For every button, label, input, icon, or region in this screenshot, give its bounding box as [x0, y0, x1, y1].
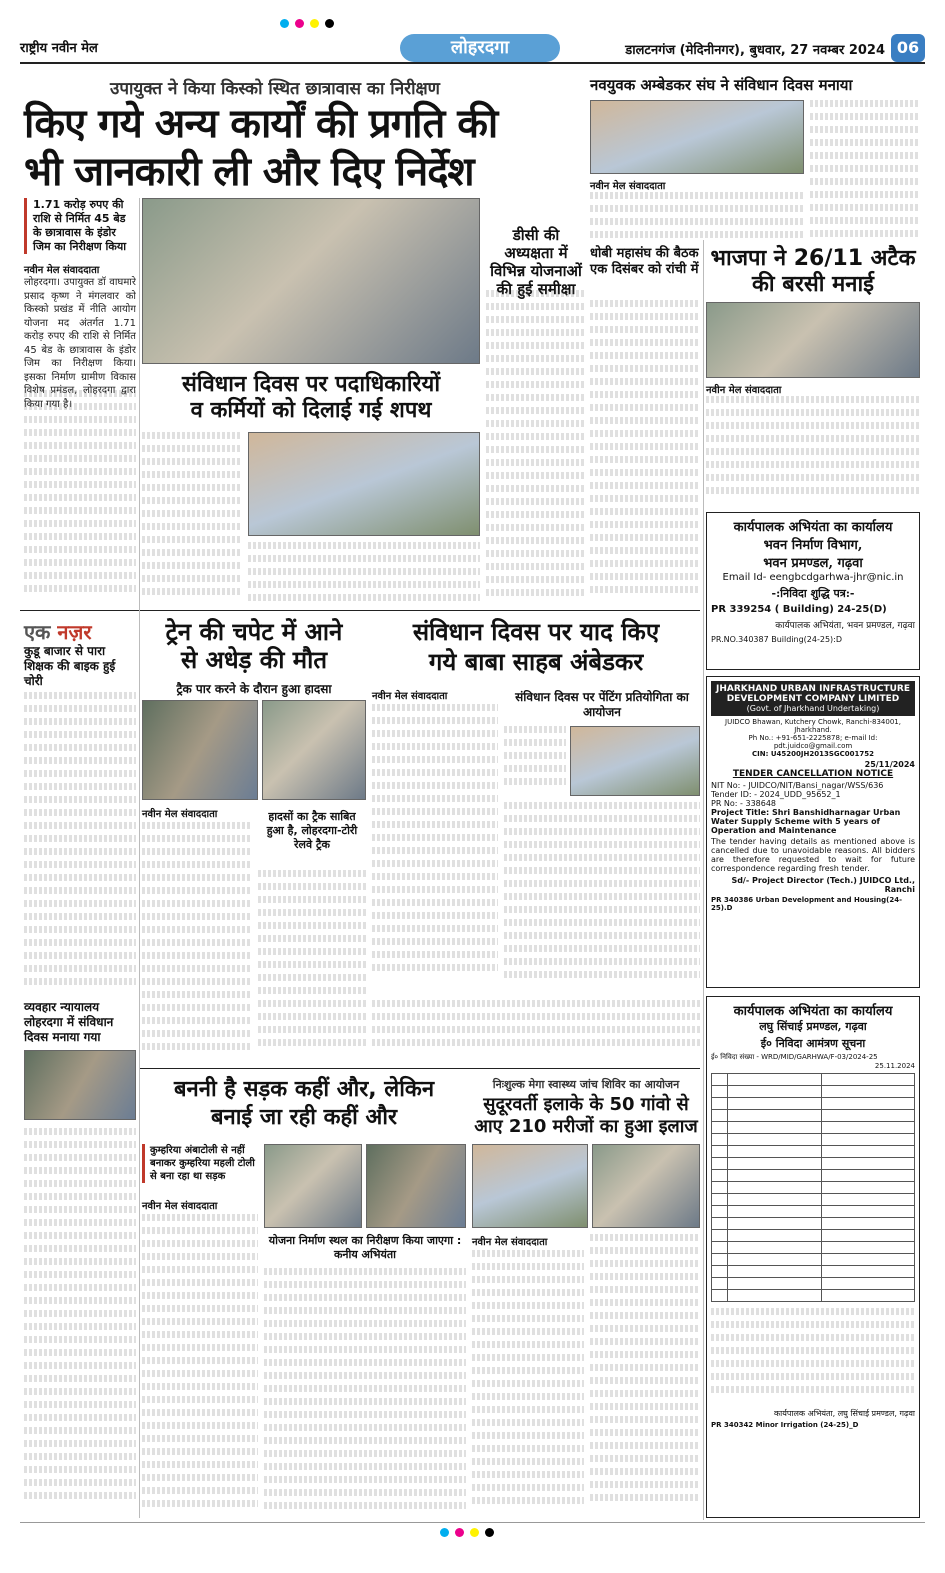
- shapath-body-2: [248, 542, 480, 606]
- dhobi-headline: धोबी महासंघ की बैठक एक दिसंबर को रांची में: [590, 246, 699, 277]
- juidco-contact: Ph No.: +91-651-2225878; e-mail Id: pdt.juidco@gmail.com: [748, 734, 878, 750]
- ad-bhawan-signature: कार्यपालक अभियंता, भवन प्रमण्डल, गढ़वा: [775, 621, 915, 631]
- mi-notice: ई० निविदा आमंत्रण सूचना: [760, 1037, 866, 1050]
- babasaheb-body-2: [372, 1000, 700, 1062]
- lead-body-continued: [24, 390, 136, 600]
- juidco-signature: Sd/- Project Director (Tech.) JUIDCO Ltd., Ranchi: [731, 876, 915, 894]
- lead-headline-1: किए गये अन्य कार्यों की प्रगति की: [24, 101, 498, 147]
- mi-date: 25.11.2024: [874, 1062, 915, 1070]
- painting-photo: [570, 726, 700, 796]
- ad-bhawan-title-3: भवन प्रमण्डल, गढ़वा: [763, 556, 863, 571]
- ad-bhawan-nirman: [706, 512, 920, 670]
- juidco-tender-id: Tender ID: - 2024_UDD_95652_1: [711, 790, 841, 799]
- section-divider: [20, 610, 700, 611]
- ambedkar-sangh-body: [590, 192, 804, 240]
- column-rule-1: [139, 198, 140, 1518]
- juidco-pr-no: PR No: - 338648: [711, 799, 777, 808]
- bjp-headline-2: की बरसी मनाई: [752, 272, 874, 297]
- road-headline-1: बननी है सड़क कहीं और, लेकिन: [173, 1077, 435, 1102]
- ek-nazar-item2-body: [24, 1128, 136, 1518]
- masthead: [20, 34, 925, 64]
- bjp-photo: [706, 302, 920, 378]
- section-tab: लोहरदगा: [400, 34, 560, 62]
- ad-bhawan-email: Email Id- eengbcdgarhwa-jhr@nic.in: [722, 572, 904, 583]
- mi-ref: ई० निविदा संख्या - WRD/MID/GARHWA/F-03/2024-25: [711, 1053, 878, 1061]
- ad-bhawan-title-2: भवन निर्माण विभाग,: [763, 538, 863, 553]
- ad-juidco: [706, 676, 920, 988]
- train-headline-2: से अधेड़ की मौत: [180, 646, 328, 674]
- nazar-label: नज़र: [57, 620, 92, 644]
- paper-name: राष्ट्रीय नवीन मेल: [20, 41, 98, 56]
- babasaheb-headline-2: गये बाबा साहब अंबेडकर: [428, 648, 644, 676]
- painting-body: [504, 802, 700, 994]
- health-body-1: [472, 1250, 584, 1518]
- shapath-headline-2: व कर्मियों को दिलाई गई शपथ: [190, 398, 432, 423]
- juidco-address: JUIDCO Bhawan, Kutchery Chowk, Ranchi-834001, Jharkhand.: [725, 718, 901, 734]
- ek-nazar-item1-body: [24, 692, 136, 992]
- mi-footer: PR 340342 Minor Irrigation (24-25)_D: [711, 1421, 859, 1429]
- lead-headline-2: भी जानकारी ली और दिए निर्देश: [24, 149, 474, 195]
- painting-inset-headline: संविधान दिवस पर पेंटिंग प्रतियोगिता का आयोजन: [515, 690, 689, 719]
- section-divider-2: [140, 1068, 700, 1069]
- shapath-headline-1: संविधान दिवस पर पदाधिकारियों: [181, 372, 441, 397]
- health-photo-1: [472, 1144, 588, 1228]
- juidco-footer: PR 340386 Urban Development and Housing(24-25).D: [711, 896, 903, 912]
- mi-notes: [711, 1308, 915, 1404]
- mi-title-1: कार्यपालक अभियंता का कार्यालय: [733, 1004, 893, 1019]
- road-byline: नवीन मेल संवाददाता: [142, 1201, 218, 1212]
- lead-byline: नवीन मेल संवाददाता: [24, 265, 100, 276]
- road-highlight: कुम्हरिया अंबाटोली से नहीं बनाकर कुम्हरिया महली टोली से बना रहा था सड़क: [142, 1144, 258, 1183]
- train-body: [142, 822, 252, 1062]
- health-kicker: निःशुल्क मेगा स्वास्थ्य जांच शिविर का आयोजन: [492, 1078, 680, 1091]
- bjp-body: [706, 396, 920, 506]
- ek-nazar-item2-photo: [24, 1050, 136, 1120]
- juidco-title-3: (Govt. of Jharkhand Undertaking): [746, 704, 880, 713]
- road-body: [142, 1214, 258, 1518]
- dateline: डालटनगंज (मेदिनीनगर), बुधवार, 27 नवम्बर 2024: [625, 43, 885, 58]
- bjp-headline-1: भाजपा ने 26/11 अटैक: [710, 246, 916, 271]
- mi-table: [711, 1073, 915, 1302]
- ad-bhawan-notice: -:निविदा शुद्धि पत्र:-: [771, 587, 855, 600]
- babasaheb-body: [372, 704, 498, 994]
- road-photo-2: [366, 1144, 466, 1228]
- ek-nazar-label: [24, 618, 92, 645]
- dhobi-body: [590, 300, 700, 606]
- ad-minor-irrigation: [706, 996, 920, 1518]
- shapath-body: [142, 432, 242, 606]
- ek-nazar-item2-headline: व्यवहार न्यायालय लोहरदगा में संविधान दिवस मनाया गया: [24, 1000, 114, 1044]
- lead-body: लोहरदगा। उपायुक्त डॉ वाघमारे प्रसाद कृष्ण ने मंगलवार को किस्को प्रखंड में नीति आयोग योजना मद अंतर्गत 1.71 करोड़ रुपए की राशि से निर्मित 45 बेड के छात्रावास के इंडोर जिम का निरीक्षण किया। इसका निर्माण ग्रामीण विकास विशेष प्रमंडल, लोहरदगा द्वारा किया गया है।: [24, 277, 136, 410]
- lead-kicker: उपायुक्त ने किया किस्को स्थित छात्रावास का निरीक्षण: [110, 79, 440, 99]
- train-subhead: ट्रैक पार करने के दौरान हुआ हादसा: [176, 682, 332, 696]
- ambedkar-sangh-headline: नवयुवक अम्बेडकर संघ ने संविधान दिवस मनाया: [590, 76, 853, 94]
- road-inset-body: [264, 1268, 466, 1518]
- column-rule-2: [703, 240, 704, 1520]
- train-byline: नवीन मेल संवाददाता: [142, 809, 218, 820]
- babasaheb-byline: नवीन मेल संवाददाता: [372, 691, 448, 702]
- registration-marks-top: [20, 14, 925, 24]
- juidco-project: Project Title: Shri Banshidharnagar Urban Water Supply Scheme with 5 years of Operation and Maintenance: [711, 808, 901, 835]
- registration-marks-bottom: [20, 1522, 925, 1534]
- ambedkar-sangh-byline: नवीन मेल संवाददाता: [590, 181, 666, 192]
- bjp-byline: नवीन मेल संवाददाता: [706, 385, 782, 396]
- shapath-photo: [248, 432, 480, 536]
- road-headline-2: बनाई जा रही कहीं और: [210, 1105, 398, 1130]
- ad-bhawan-pr-no: PR 339254 ( Building) 24-25(D): [711, 604, 887, 615]
- ek-label: एक: [24, 620, 51, 644]
- page-number: 06: [891, 34, 925, 62]
- health-headline-2: आए 210 मरीजों का हुआ इलाज: [474, 1116, 698, 1137]
- juidco-title-2: DEVELOPMENT COMPANY LIMITED: [726, 694, 900, 704]
- ad-bhawan-title-1: कार्यपालक अभियंता का कार्यालय: [733, 520, 893, 535]
- juidco-notice-title: TENDER CANCELLATION NOTICE: [732, 769, 894, 779]
- health-body-2: [590, 1234, 700, 1518]
- train-photo-2: [262, 700, 366, 800]
- babasaheb-headline-1: संविधान दिवस पर याद किए: [412, 618, 660, 646]
- dc-review-headline: डीसी की अध्यक्षता में विभिन्न योजनाओं की हुई समीक्षा: [490, 226, 582, 298]
- painting-body-left: [504, 726, 566, 796]
- health-headline-1: सुदूरवर्ती इलाके के 50 गांवो से: [483, 1094, 689, 1115]
- juidco-cin: CIN: U45200JH2013SGC001752: [752, 750, 874, 758]
- juidco-nit-no: NIT No: - JUIDCO/NIT/Bansi_nagar/WSS/636: [711, 781, 884, 790]
- lead-highlight: 1.71 करोड़ रुपए की राशि से निर्मित 45 बेड के छात्रावास के इंडोर जिम का निरीक्षण किया: [24, 198, 134, 254]
- juidco-title-1: JHARKHAND URBAN INFRASTRUCTURE: [715, 684, 911, 694]
- ambedkar-sangh-body-2: [810, 100, 920, 240]
- train-photo: [142, 700, 258, 800]
- ek-nazar-item1-headline: कुडू बाजार से पारा शिक्षक की बाइक हुई चोरी: [24, 644, 116, 688]
- road-photo-1: [264, 1144, 362, 1228]
- mi-title-2: लघु सिंचाई प्रमण्डल, गढ़वा: [759, 1020, 867, 1033]
- juidco-body: The tender having details as mentioned above is cancelled due to unavoidable reasons. All bidders are therefore requested to wait for future correspondence regarding fresh tender.: [711, 837, 915, 873]
- lead-photo: [142, 198, 480, 364]
- juidco-date: 25/11/2024: [864, 760, 915, 769]
- train-headline-1: ट्रेन की चपेट में आने: [165, 618, 343, 646]
- ad-bhawan-footer: PR.NO.340387 Building(24-25):D: [711, 635, 843, 644]
- health-byline: नवीन मेल संवाददाता: [472, 1237, 548, 1248]
- ambedkar-sangh-photo: [590, 100, 804, 174]
- train-inset-headline: हादसों का ट्रैक साबित हुआ है, लोहरदगा-टोरी रेलवे ट्रैक: [266, 810, 358, 851]
- road-inset-headline: योजना निर्माण स्थल का निरीक्षण किया जाएगा : कनीय अभियंता: [268, 1234, 462, 1261]
- dc-review-body: [486, 290, 586, 606]
- mi-signature: कार्यपालक अभियंता, लघु सिंचाई प्रमण्डल, गढ़वा: [774, 1409, 915, 1418]
- train-inset-body: [258, 870, 366, 1062]
- health-photo-2: [592, 1144, 700, 1228]
